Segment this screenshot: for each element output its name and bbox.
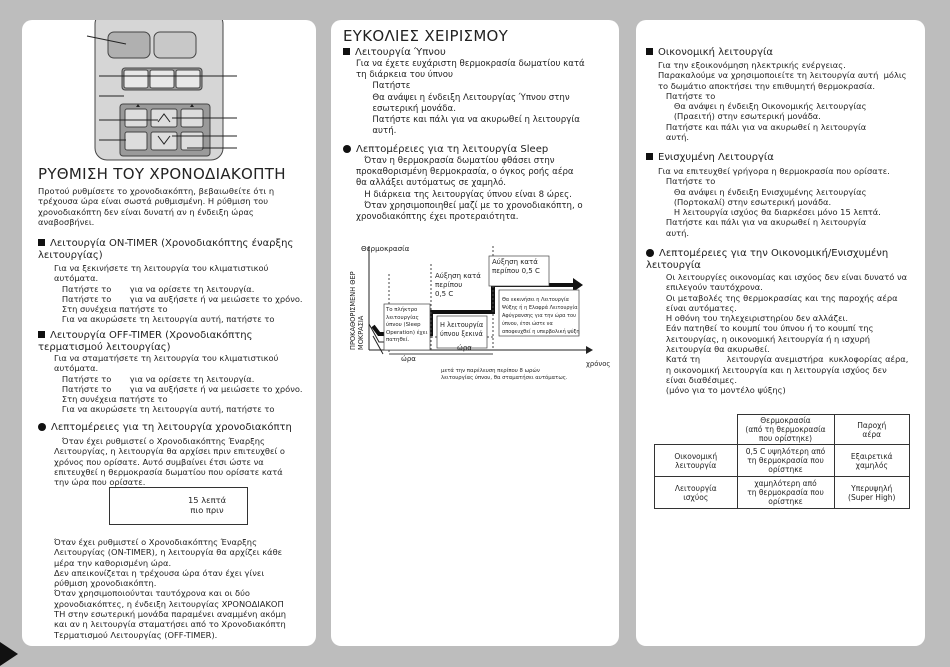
sleep-title: Λειτουργία Ύπνου [355,47,446,58]
eco-power-details-heading [646,248,888,271]
sleep-temperature-diagram [331,232,619,382]
down-arrow-button-icon [151,132,177,150]
circle-bullet-icon [343,145,351,153]
timer-details-heading [38,422,292,434]
table-header-temperature: Θερμοκρασία (από τη θερμοκρασία που ορίστηκε) [737,415,834,445]
convenience-title: ΕΥΚΟΛΙΕΣ ΧΕΙΡΙΣΜΟΥ [343,27,509,45]
eco-body: Για την εξοικονόμηση ηλεκτρικής ενέργειας. Παρακαλούμε να χρησιμοποιείτε τη λειτουργία αυτή μόλις το δωμάτιο αποκτήσει την επιθυμητή θερμοκρασία. Πατήστε το Θα ανάψει η ένδειξη Οικονομικής λειτουργίας (Πραειτή) στην εσωτερική μονάδα. Πατήστε και πάλι για να ακυρωθεί η λειτουργία αυτή. [658,60,907,143]
table-row-economy-label: Οικονομική λειτουργία [655,445,738,477]
off-timer-body: Για να σταματήσετε τη λειτουργία του κλιματιστικού αυτόματα. Πατήστε το για να ορίσετε τη λειτουργία. Πατήστε το για να αυξήσετε ή να μειώσετε το χρόνο. Στη συνέχεια πατήστε το Για να ακυρώσετε τη λειτουργία αυτή, πατήστε το [54,353,303,415]
table-header-airflow: Παροχή αέρα [834,415,910,445]
page-corner-arrow-icon [0,642,18,666]
mode-comparison-table [654,414,910,509]
square-bullet-icon [38,239,45,246]
convenience-panel [331,20,619,646]
table-row-economy-temperature: 0,5 C υψηλότερη από τη θερμοκρασία που ορίστηκε [737,445,834,477]
circle-bullet-icon [646,249,654,257]
eco-heading [646,47,773,59]
remote-control-illustration [22,20,316,165]
chart-note-1: Το πλήκτρο λειτουργίας ύπνου (Sleep Operation) έχει πατηθεί. [386,307,428,343]
chart-y-axis-label: ΠΡΟΚΑΘΟΡΙΣΜΕΝΗ ΘΕΡ ΜΟΚΡΑΣΙΑ [349,271,365,350]
on-timer-body: Για να ξεκινήσετε τη λειτουργία του κλιματιστικού αυτόματα. Πατήστε το για να ορίσετε τη λειτουργία. Πατήστε το για να αυξήσετε ή να μειώσετε το χρόνο. Στη συνέχεια πατήστε το Για να ακυρώσετε τη λειτουργία αυτή, πατήστε το [54,263,303,325]
eco-power-details-body: Οι λειτουργίες οικονομίας και ισχύος δεν είναι δυνατό να επιλεγούν ταυτόχρονα. Οι μεταβολές της θερμοκρασίας και της παροχής αέρα είναι αυτόματες. Η οθόνη του τηλεχειριστηρίου δεν αλλάζει. Εάν πατηθεί το κουμπί του ύπνου ή το κουμπί της λειτουργίας, η οικονομική λειτουργία ή η ισχυρή λειτουργία θα ακυρωθεί. Κατά τη λειτουργία ανεμιστήρα κυκλοφορίας αέρα, η οικονομική λειτουργία και η λειτουργία ισχύος δεν είναι διαθέσιμες. (μόνο για το μοντέλο ψύξης) [665,272,909,396]
chart-rise-label-1: Αύξηση κατά περίπου 0,5 C [435,272,481,298]
on-timer-heading [38,238,293,261]
chart-time-label: χρόνος [586,360,611,368]
sleep-details-body: Όταν η θερμοκρασία δωματίου φθάσει στην προκαθορισμένη θερμοκρασία, ο όγκος ροής αέρα θα αλλάξει αυτόματως σε χαμηλό. Η διάρκεια της λειτουργίας ύπνου είναι 8 ώρες. Όταν χρησιμοποιηθεί μαζί με το χρονοδιακόπτη, ο χρονοδιακόπτης έχει προτεραιότητα. [356,156,583,223]
chart-footer-note: μετά την παρέλευση περίπου 8 ωρών λειτουργίας ύπνου, θα σταματήσει αυτόματως. [441,368,568,381]
square-bullet-icon [343,48,350,55]
timer-details-body-2: Όταν έχει ρυθμιστεί ο Χρονοδιακόπτης Έναρξης Λειτουργίας (ON-TIMER), η λειτουργία θα αρχίζει κάθε μέρα την καθορισμένη ώρα. Δεν απεικονίζεται η τρέχουσα ώρα όταν έχει γίνει ρύθμιση χρονοδιακόπτη. Όταν χρησιμοποιούνται ταυτόχρονα και οι δύο χρονοδιακόπτες, η ένδειξη λειτουργίας ΧΡΟΝΟΔΙΑΚΟΠ ΤΗ στην εσωτερική μονάδα παραμένει αναμμένη ακόμη και αν η λειτουργία σταματήσει από το Χρονοδιακόπτη Τερματισμού Λειτουργίας (OFF-TIMER). [54,537,287,640]
timer-title: ΡΥΘΜΙΣΗ ΤΟΥ ΧΡΟΝΟΔΙΑΚΟΠΤΗ [38,165,286,183]
sleep-heading [343,47,446,59]
chart-hour-label-2: ώρα [457,344,472,352]
circle-bullet-icon [38,423,46,431]
on-timer-title: Λειτουργία ON-TIMER (Χρονοδιακόπτης έναρξης λειτουργίας) [38,238,294,261]
sleep-details-title: Λεπτομέρειες για τη λειτουργία Sleep [356,144,549,155]
square-bullet-icon [38,331,45,338]
chart-rise-label-2: Αύξηση κατά περίπου 0,5 C [492,258,540,275]
chart-temperature-label: Θερμοκρασία [361,244,410,253]
timer-panel [22,20,316,646]
power-body: Για να επιτευχθεί γρήγορα η θερμοκρασία που ορίσατε. Πατήστε το Θα ανάψει η ένδειξη Ενισχυμένης λειτουργίας (Πορτοκαλί) στην εσωτερική μονάδα. Η λειτουργία ισχύος θα διαρκέσει μόνο 15 λεπτά. Πατήστε και πάλι για να ακυρωθεί η λειτουργία αυτή. [658,166,890,238]
table-row-economy-airflow: Εξαιρετικά χαμηλός [834,445,910,477]
off-timer-heading [38,330,252,353]
power-heading [646,152,774,164]
eco-power-details-title: Λεπτομέρειες για την Οικονομική/Ενισχυμένη λειτουργία [646,248,889,271]
timer-box [109,487,248,525]
timer-details-title: Λεπτομέρειες για τη λειτουργία χρονοδιακόπτη [51,422,292,433]
power-title: Ενισχυμένη Λειτουργία [658,152,774,163]
off-timer-title: Λειτουργία OFF-TIMER (Χρονοδιακόπτης τερματισμού λειτουργίας) [38,330,253,353]
sleep-body: Για να έχετε ευχάριστη θερμοκρασία δωματίου κατά τη διάρκεια του ύπνου Πατήστε Θα ανάψει η ένδειξη Λειτουργίας Ύπνου στην εσωτερική μονάδα. Πατήστε και πάλι για να ακυρωθεί η λειτουργία αυτή. [356,59,585,137]
square-bullet-icon [646,153,653,160]
square-bullet-icon [646,48,653,55]
table-row-power-label: Λειτουργία ισχύος [655,477,738,509]
timer-details-body: Όταν έχει ρυθμιστεί ο Χρονοδιακόπτης Έναρξης Λειτουργίας, η λειτουργία θα αρχίσει πριν επιτευχθεί ο χρόνος που ορίσατε. Αυτό συμβαίνει έτσι ώστε να επιτευχθεί η θερμοκρασία δωματίου που ορίσατε κατά την ώρα που ορίσατε. [54,436,285,488]
table-row-power-airflow: Υπερυψηλή (Super High) [834,477,910,509]
timer-intro: Προτού ρυθμίσετε το χρονοδιακόπτη, βεβαιωθείτε ότι η τρέχουσα ώρα είναι σωστά ρυθμισμένη. Η ρύθμιση του χρονοδιακόπτη δεν είναι δυνατή αν η ένδειξη ώρας αναβοσβήνει. [38,186,275,227]
chart-hour-label-1: ώρα [401,355,416,363]
eco-title: Οικονομική λειτουργία [658,47,773,58]
timer-box-text: 15 λεπτά πιο πριν [188,495,227,516]
remote-top-button-icon [108,32,150,58]
chart-note-3: Θα εκκινήσει η Λειτουργία Ψύξης ή η Ελαφρά Λειτουργία Αφύγρανσης για την ώρα του ύπνου, έτσι ώστε να αποφευχθεί η υπερβολική ψύξη [502,297,580,335]
chart-note-2: Η λειτουργία ύπνου ξεκινά [440,321,484,338]
economy-power-panel [636,20,925,646]
sleep-details-heading [343,144,548,156]
table-row-power-temperature: χαμηλότερη από τη θερμοκρασία που ορίστηκε [737,477,834,509]
